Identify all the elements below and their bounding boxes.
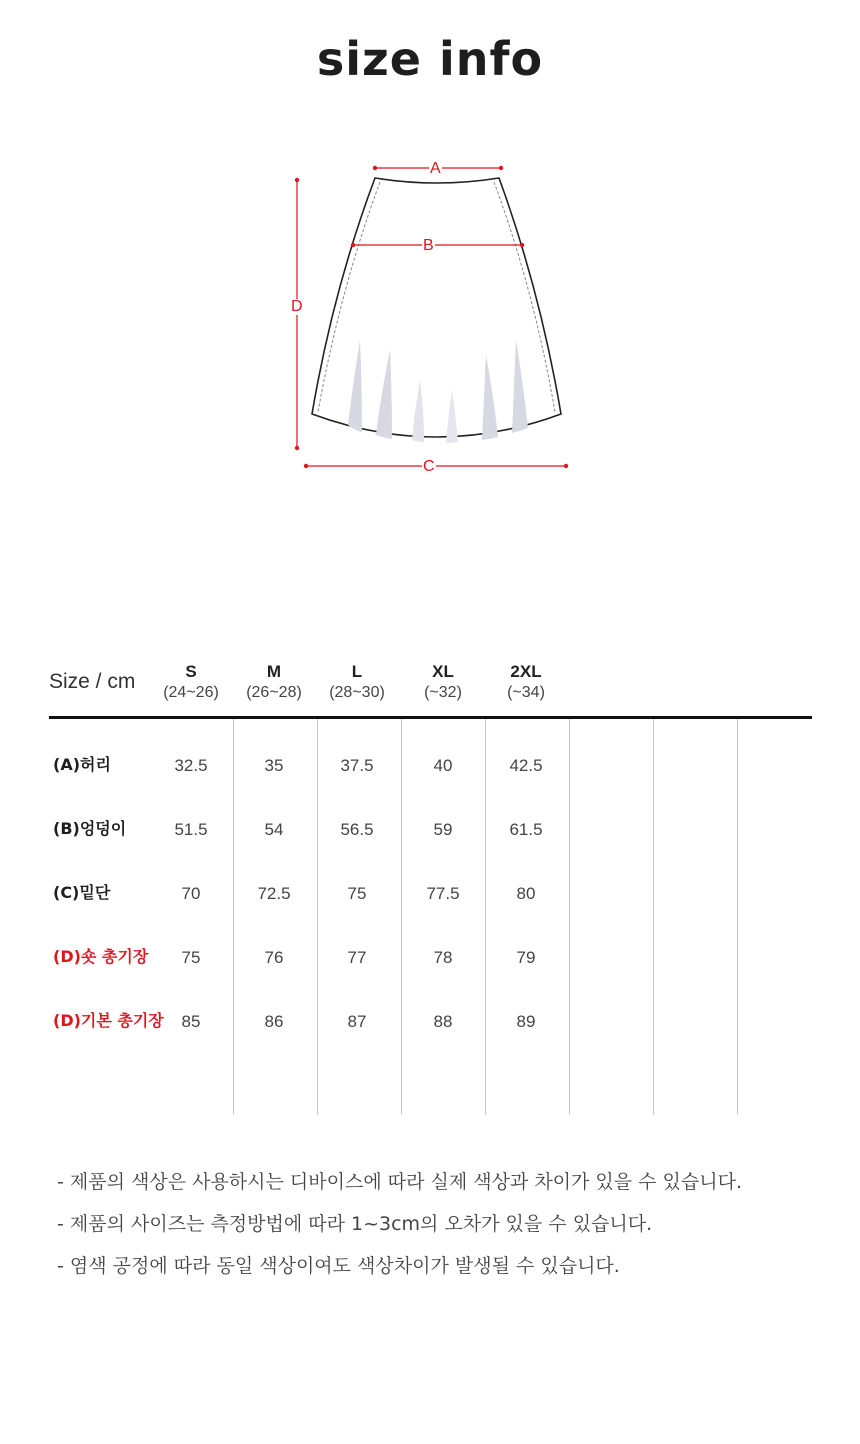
table-cell: 86 xyxy=(264,1012,284,1031)
column-size-name: S xyxy=(185,662,197,681)
table-cell: 75 xyxy=(181,948,201,967)
size-unit-header: Size / cm xyxy=(49,670,136,693)
page-title: size info xyxy=(316,32,544,86)
row-label: (A)허리 xyxy=(53,755,111,774)
table-cell: 78 xyxy=(433,948,453,967)
table-row-hip xyxy=(0,816,860,846)
row-label: (D)기본 총기장 xyxy=(53,1011,164,1030)
table-cell: 40 xyxy=(433,756,453,775)
table-cell: 87 xyxy=(347,1012,367,1031)
row-label: (D)숏 총기장 xyxy=(53,947,149,966)
table-cell: 80 xyxy=(516,884,536,903)
table-cell: 77.5 xyxy=(426,884,460,903)
table-cell: 54 xyxy=(264,820,284,839)
table-cell: 85 xyxy=(181,1012,201,1031)
column-size-name: L xyxy=(351,662,363,681)
column-size-name: M xyxy=(266,662,282,681)
table-cell: 35 xyxy=(264,756,284,775)
table-cell: 56.5 xyxy=(340,820,374,839)
table-cell: 42.5 xyxy=(509,756,543,775)
column-size-range: (~34) xyxy=(507,684,545,701)
table-cell: 77 xyxy=(347,948,367,967)
table-row-regular-length xyxy=(0,1008,860,1038)
table-row-hem xyxy=(0,880,860,910)
column-header-m xyxy=(232,662,316,702)
row-label: (B)엉덩이 xyxy=(53,819,127,838)
notice-item: - 염색 공정에 따라 동일 색상이여도 색상차이가 발생될 수 있습니다. xyxy=(57,1255,620,1277)
dimension-label-c: C xyxy=(423,458,435,475)
table-cell: 88 xyxy=(433,1012,453,1031)
column-size-range: (24~26) xyxy=(163,684,219,701)
column-size-name: XL xyxy=(432,662,454,681)
size-table xyxy=(0,650,860,1120)
notice-item: - 제품의 사이즈는 측정방법에 따라 1~3cm의 오차가 있을 수 있습니다. xyxy=(57,1213,653,1235)
table-cell: 70 xyxy=(181,884,201,903)
table-cell: 75 xyxy=(347,884,367,903)
column-header-s xyxy=(149,662,233,702)
row-label: (C)밑단 xyxy=(53,883,111,902)
table-row-short-length xyxy=(0,944,860,974)
column-header-l xyxy=(315,662,399,702)
table-cell: 37.5 xyxy=(340,756,374,775)
column-size-range: (~32) xyxy=(424,684,462,701)
table-cell: 79 xyxy=(516,948,536,967)
column-size-range: (26~28) xyxy=(246,684,302,701)
table-cell: 61.5 xyxy=(509,820,543,839)
column-header-xl xyxy=(401,662,485,702)
table-cell: 89 xyxy=(516,1012,536,1031)
column-header-2xl xyxy=(484,662,568,702)
skirt-diagram xyxy=(0,150,860,490)
notice-list xyxy=(57,1168,817,1294)
table-cell: 76 xyxy=(264,948,284,967)
column-size-range: (28~30) xyxy=(329,684,385,701)
column-size-name: 2XL xyxy=(510,662,542,681)
table-row-waist xyxy=(0,752,860,782)
table-cell: 59 xyxy=(433,820,453,839)
notice-item: - 제품의 색상은 사용하시는 디바이스에 따라 실제 색상과 차이가 있을 수 있습니다. xyxy=(57,1171,743,1193)
table-cell: 32.5 xyxy=(174,756,208,775)
skirt-illustration xyxy=(0,150,860,490)
table-cell: 51.5 xyxy=(174,820,208,839)
dimension-label-d: D xyxy=(291,298,303,315)
dimension-label-b: B xyxy=(423,237,434,254)
header-divider xyxy=(49,716,812,719)
table-cell: 72.5 xyxy=(257,884,291,903)
dimension-label-a: A xyxy=(430,160,441,177)
